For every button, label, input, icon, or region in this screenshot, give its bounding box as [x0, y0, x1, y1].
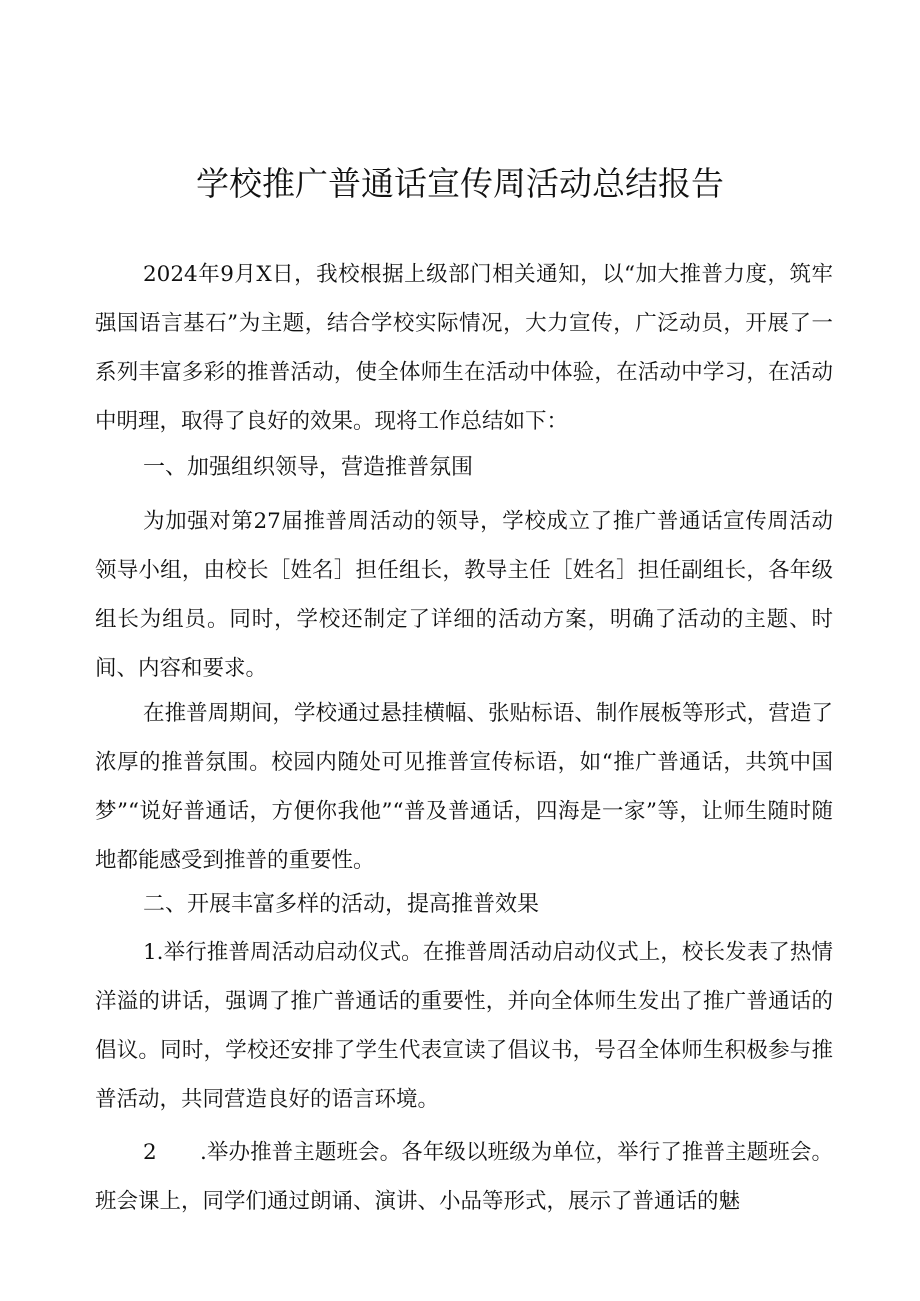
- section-1-paragraph-1: 为加强对第27届推普周活动的领导，学校成立了推广普通话宣传周活动领导小组，由校长［姓名］担任组长，教导主任［姓名］担任副组长，各年级组长为组员。同时，学校还制定了详细的活动方案，明确了活动的主题、时间、内容和要求。: [95, 509, 833, 681]
- document-title: 学校推广普通话宣传周活动总结报告: [196, 164, 724, 203]
- section-1-paragraph-2: 在推普周期间，学校通过悬挂横幅、张贴标语、制作展板等形式，营造了浓厚的推普氛围。校园内随处可见推普宣传标语，如“推广普通话，共筑中国梦”“说好普通话，方便你我他”“普及普通话，四海是一家”等，让师生随时随地都能感受到推普的重要性。: [95, 701, 833, 873]
- section-1-heading: 一、加强组织领导，营造推普氛围: [143, 455, 474, 480]
- intro-paragraph: 2024年9月X日，我校根据上级部门相关通知，以“加大推普力度，筑牢强国语言基石”为主题，结合学校实际情况，大力宣传，广泛动员，开展了一系列丰富多彩的推普活动，使全体师生在活动中体验，在活动中学习，在活动中明理，取得了良好的效果。现将工作总结如下：: [95, 262, 833, 434]
- section-2-item-2: 2 .举办推普主题班会。各年级以班级为单位，举行了推普主题班会。班会课上，同学们通过朗诵、演讲、小品等形式，展示了普通话的魅: [95, 1140, 833, 1214]
- section-2-heading: 二、开展丰富多样的活动，提高推普效果: [143, 892, 540, 917]
- section-2-item-1: 1.举行推普周活动启动仪式。在推普周活动启动仪式上，校长发表了热情洋溢的讲话，强调了推广普通话的重要性，并向全体师生发出了推广普通话的倡议。同时，学校还安排了学生代表宣读了倡议书，号召全体师生积极参与推普活动，共同营造良好的语言环境。: [95, 940, 833, 1112]
